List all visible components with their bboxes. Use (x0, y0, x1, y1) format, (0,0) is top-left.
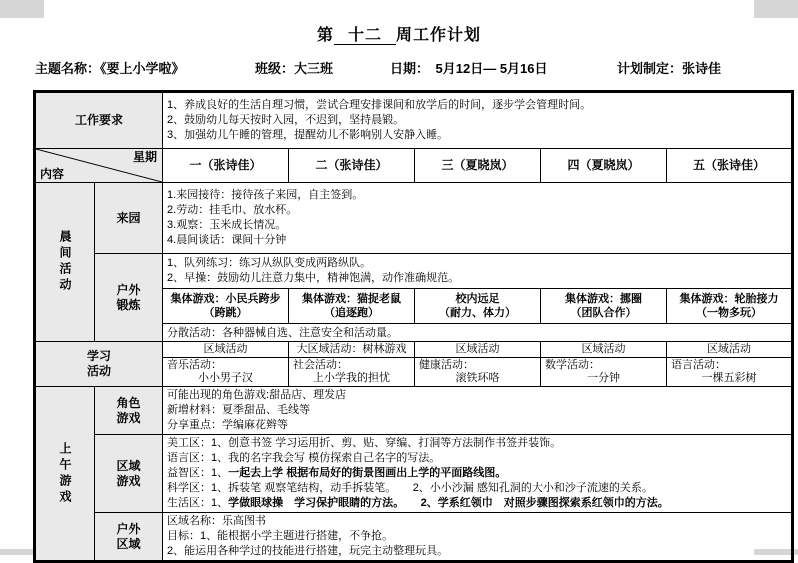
title-suffix: 周工作计划 (396, 27, 482, 44)
learning-activity-friday (667, 358, 793, 387)
area-games-line-science (167, 481, 787, 496)
class-name (255, 58, 333, 77)
planner-value: 张诗佳 (682, 61, 722, 76)
area-games-label-text: 区域游戏 (116, 458, 141, 488)
game-focus: （团队合作） (570, 307, 637, 319)
activity-type: 语言活动： (671, 359, 727, 371)
arrival-content (163, 183, 793, 254)
page-margin-marker-top-left (0, 0, 44, 18)
arrival-item: 3.观察：玉米成长情况。 (167, 219, 287, 231)
theme-name (35, 58, 185, 77)
work-requirements-content (163, 92, 793, 149)
arrival-item: 4.晨间谈话：课间十分钟 (167, 234, 287, 246)
arrival-label: 来园 (95, 183, 163, 254)
activity-type: 健康活动： (419, 359, 475, 371)
dispersed-activity: 分散活动：各种器械自选、注意安全和活动量。 (163, 324, 793, 342)
activity-name: 一棵五彩树 (701, 372, 757, 384)
outdoor-exercise-label-text: 户外锻炼 (116, 282, 141, 312)
work-requirements-label: 工作要求 (35, 92, 163, 149)
title-prefix: 第 (316, 27, 334, 44)
outdoor-intro-item: 1、队列练习：练习从纵队变成两路纵队。 (167, 257, 372, 269)
role-play-label-text: 角色游戏 (116, 395, 141, 425)
game-focus: （跨跳） (203, 307, 248, 319)
outdoor-area-label-text: 户外区域 (116, 521, 141, 551)
theme-label: 主题名称： (35, 61, 101, 76)
work-requirement-item: 3、加强幼儿午睡的管理，提醒幼儿不影响别人安静入睡。 (167, 129, 449, 141)
weekly-plan-table (33, 90, 794, 563)
outdoor-area-label (95, 513, 163, 562)
line-normal: 科学区：1、拆装笔 观察笔结构，动手拆装笔。 2、小小沙漏 感知孔洞的大小和沙子流速的关系。 (167, 482, 653, 494)
day-header-thursday: 四（夏晓岚） (541, 149, 667, 183)
arrival-item: 1.来园接待：接待孩子来园，自主签到。 (167, 189, 364, 201)
activity-name: 滚铁环咯 (455, 372, 500, 384)
outdoor-exercise-intro-row (35, 254, 793, 289)
area-games-line-life (167, 496, 787, 511)
date-value: 5月12日— 5月16日 (435, 61, 548, 76)
morning-games-label (35, 387, 95, 562)
day-header-wednesday: 三（夏晓岚） (415, 149, 541, 183)
arrival-row (35, 183, 793, 254)
game-name: 集体游戏：挪圈 (565, 293, 643, 305)
activity-type: 社会活动： (293, 359, 349, 371)
line-normal: 语言区：1、我的名字我会写 模仿探索自己名字的写法。 (167, 452, 441, 464)
area-games-row (35, 435, 793, 513)
outdoor-exercise-intro (163, 254, 793, 289)
document-title (0, 22, 798, 45)
area-games-line-puzzle (167, 466, 787, 481)
line-bold: 学做眼球操 学习保护眼睛的方法。 2、学系红领巾 对照步骤图探索系红领巾的方法。 (228, 497, 669, 509)
game-friday (667, 289, 793, 324)
role-play-line: 可能出现的角色游戏:甜品店、理发店 (167, 389, 347, 401)
title-week-number: 十二 (334, 27, 396, 45)
game-name: 校内远足 (455, 293, 500, 305)
activity-type: 数学活动： (545, 359, 601, 371)
game-wednesday (415, 289, 541, 324)
learning-type-monday: 区域活动 (163, 342, 289, 358)
theme-value: 《要上小学啦》 (100, 61, 185, 76)
learning-activity-tuesday (289, 358, 415, 387)
game-focus: （追逐跑） (324, 307, 380, 319)
role-play-content (163, 387, 793, 435)
planner-name (617, 58, 721, 77)
area-games-line-art (167, 436, 787, 451)
line-normal: 益智区：1、 (167, 467, 229, 479)
morning-activity-label (35, 183, 95, 342)
outdoor-area-line: 2、能运用各种学过的技能进行搭建，玩完主动整理玩具。 (167, 545, 449, 557)
page-margin-marker-top-right (754, 0, 798, 18)
activity-name: 上小学我的担忧 (313, 372, 391, 384)
outdoor-intro-item: 2、早操：鼓励幼儿注意力集中，精神饱满，动作准确规范。 (167, 272, 460, 284)
activity-type: 音乐活动： (167, 359, 223, 371)
game-thursday (541, 289, 667, 324)
learning-activity-label-text: 学习活动 (86, 349, 111, 378)
diagonal-header-cell (35, 149, 163, 183)
role-play-label (95, 387, 163, 435)
game-focus: （一物多玩） (696, 307, 763, 319)
area-games-label (95, 435, 163, 513)
weekday-header-row (35, 149, 793, 183)
date-range (390, 58, 548, 77)
area-games-line-language (167, 451, 787, 466)
outdoor-area-line: 目标：1、能根据小学主题进行搭建，不争抢。 (167, 530, 394, 542)
arrival-item: 2.劳动：挂毛巾、放水杯。 (167, 204, 298, 216)
learning-type-friday: 区域活动 (667, 342, 793, 358)
line-normal: 美工区：1、创意书签 学习运用折、剪、贴、穿编、打洞等方法制作书签并装饰。 (167, 437, 562, 449)
learning-type-wednesday: 区域活动 (415, 342, 541, 358)
game-monday (163, 289, 289, 324)
learning-activity-wednesday (415, 358, 541, 387)
outdoor-exercise-label (95, 254, 163, 342)
game-focus: （耐力、体力） (439, 307, 517, 319)
game-name: 集体游戏：轮胎接力 (679, 293, 779, 305)
work-requirement-item: 1、养成良好的生活自理习惯，尝试合理安排课间和放学后的时间，逐步学会管理时间。 (167, 99, 592, 111)
planner-label: 计划制定： (617, 61, 683, 76)
role-play-row (35, 387, 793, 435)
work-requirements-row (35, 92, 793, 149)
work-requirement-item: 2、鼓励幼儿每天按时入园，不迟到，坚持晨锻。 (167, 114, 405, 126)
document-info-row (0, 58, 798, 78)
game-name: 集体游戏：小民兵跨步 (170, 293, 281, 305)
date-label: 日期： (390, 61, 436, 76)
outdoor-area-row (35, 513, 793, 562)
corner-label-week: 星期 (133, 150, 158, 164)
role-play-line: 分享重点：学编麻花辫等 (167, 419, 289, 431)
learning-type-tuesday: 大区域活动：树林游戏 (289, 342, 415, 358)
activity-name: 一分钟 (587, 372, 621, 384)
day-header-tuesday: 二（张诗佳） (289, 149, 415, 183)
morning-activity-vertical-text: 晨间活动 (58, 230, 72, 294)
learning-type-thursday: 区域活动 (541, 342, 667, 358)
outdoor-area-content (163, 513, 793, 562)
role-play-line: 新增材料：夏季甜品、毛线等 (167, 404, 311, 416)
game-name: 集体游戏：猫捉老鼠 (302, 293, 402, 305)
learning-activity-label (35, 342, 163, 387)
day-header-friday: 五（张诗佳） (667, 149, 793, 183)
line-normal: 生活区：1、 (167, 497, 229, 509)
outdoor-area-line: 区域名称：乐高图书 (167, 515, 267, 527)
class-label: 班级： (255, 61, 295, 76)
game-tuesday (289, 289, 415, 324)
corner-label-content: 内容 (40, 166, 65, 181)
area-games-content (163, 435, 793, 513)
day-header-monday: 一（张诗佳） (163, 149, 289, 183)
learning-activity-monday (163, 358, 289, 387)
learning-row-1 (35, 342, 793, 358)
line-bold: 一起去上学 根据布局好的街景图画出上学的平面路线图。 (228, 467, 507, 479)
activity-name: 小小男子汉 (198, 372, 254, 384)
class-value: 大三班 (294, 61, 334, 76)
learning-activity-thursday (541, 358, 667, 387)
morning-games-vertical-text: 上午游戏 (58, 441, 72, 506)
